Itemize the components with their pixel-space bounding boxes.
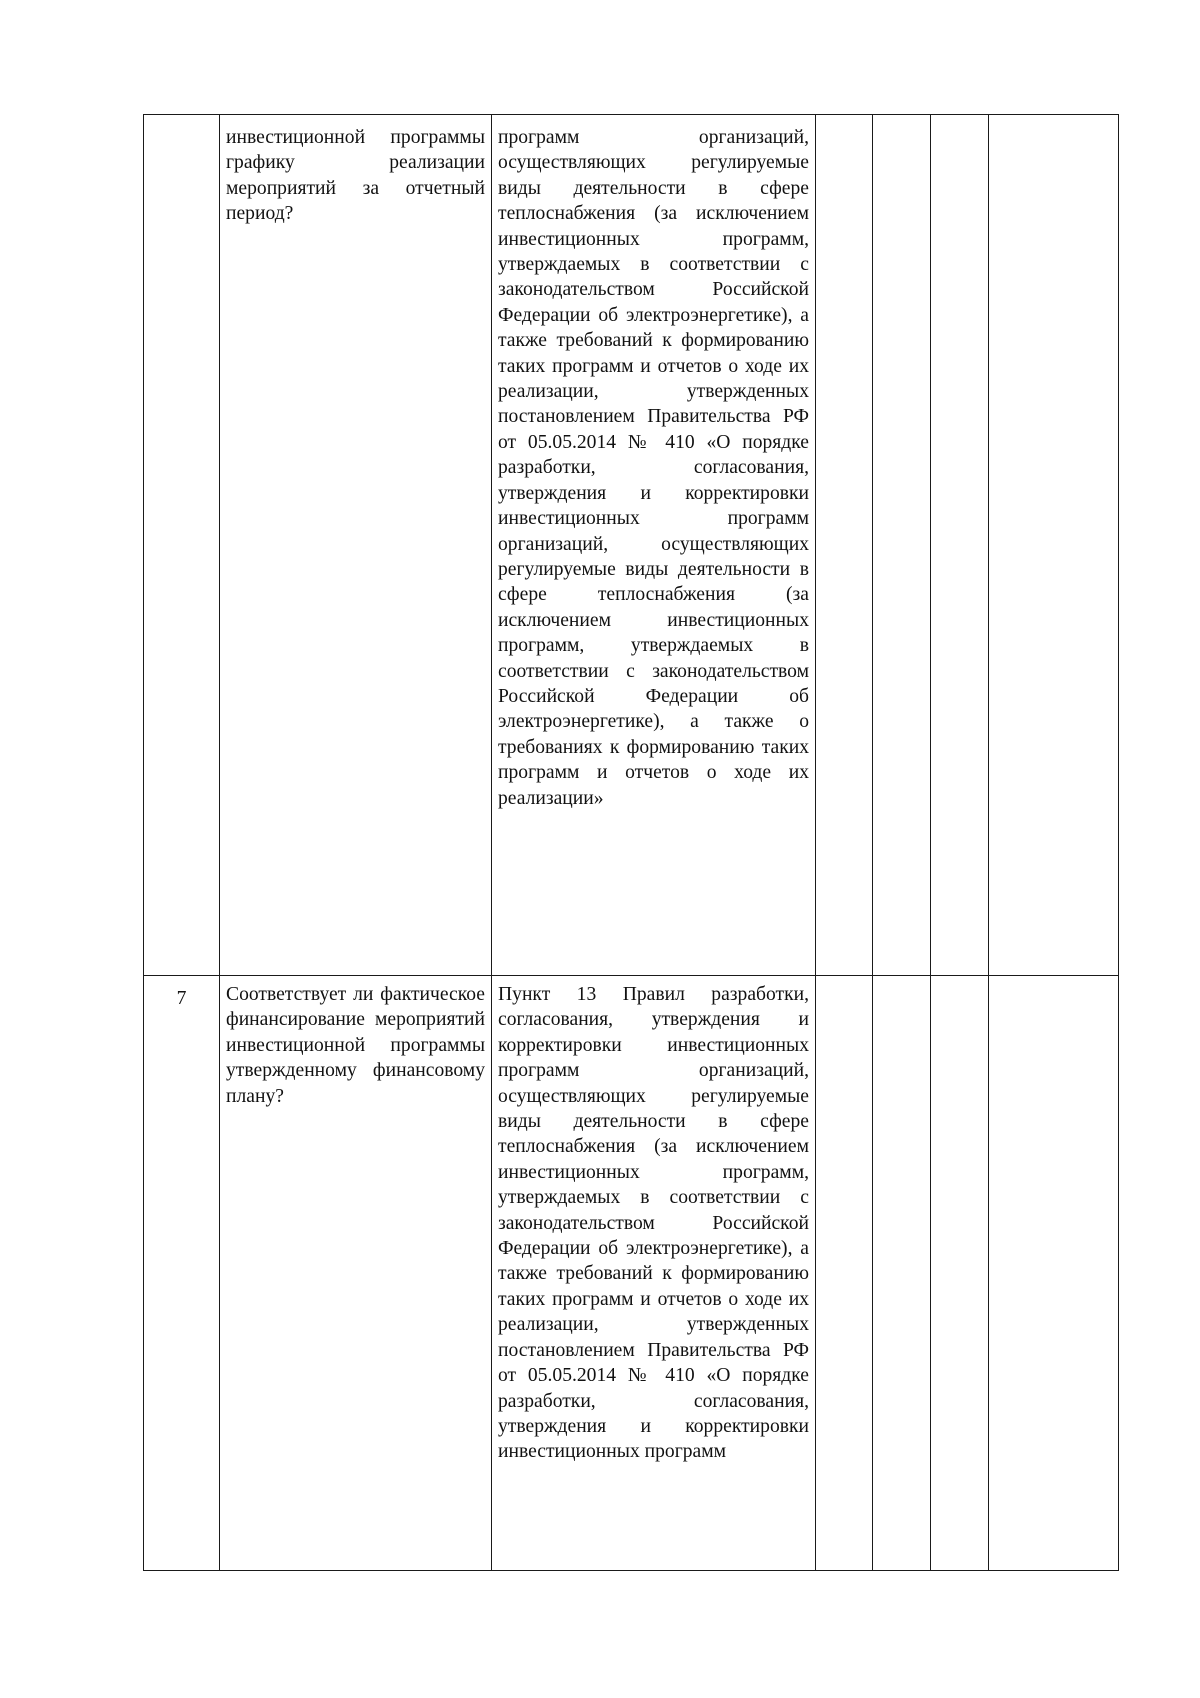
reference-cell: программ организаций, осуществляющих регулируемые виды деятельности в сфере теплоснабжения (за исключением инвестиционных программ, утверждаемых в соответствии с законодательством Российской Федерации об электроэнергетике), а также требований к формированию таких программ и отчетов о ходе их реализации, утвержденных постановлением Правительства РФ от 05.05.2014 № 410 «О порядке разработки, согласования, утверждения и корректировки инвестиционных программ организаций, осуществляющих регулируемые виды деятельности в сфере теплоснабжения (за исключением инвестиционных программ, утверждаемых в соответствии с законодательством Российской Федерации об электроэнергетике), а также о требованиях к формированию таких программ и отчетов о ходе их реализации»	[492, 115, 816, 976]
table-row	[144, 115, 1119, 976]
answer-no-cell	[873, 115, 931, 976]
answer-no-cell	[873, 976, 931, 1571]
row-number-cell: 7	[144, 976, 220, 1571]
checklist-table	[143, 114, 1119, 1571]
notes-cell	[989, 976, 1119, 1571]
not-applicable-cell	[931, 976, 989, 1571]
question-cell: инвестиционной программы графику реализации мероприятий за отчетный период?	[220, 115, 492, 976]
answer-yes-cell	[816, 976, 873, 1571]
answer-yes-cell	[816, 115, 873, 976]
question-cell: Соответствует ли фактическое финансирование мероприятий инвестиционной программы утвержденному финансовому плану?	[220, 976, 492, 1571]
table-row	[144, 976, 1119, 1571]
row-number-cell	[144, 115, 220, 976]
reference-cell: Пункт 13 Правил разработки, согласования, утверждения и корректировки инвестиционных программ организаций, осуществляющих регулируемые виды деятельности в сфере теплоснабжения (за исключением инвестиционных программ, утверждаемых в соответствии с законодательством Российской Федерации об электроэнергетике), а также требований к формированию таких программ и отчетов о ходе их реализации, утвержденных постановлением Правительства РФ от 05.05.2014 № 410 «О порядке разработки, согласования, утверждения и корректировки инвестиционных программ	[492, 976, 816, 1571]
not-applicable-cell	[931, 115, 989, 976]
notes-cell	[989, 115, 1119, 976]
